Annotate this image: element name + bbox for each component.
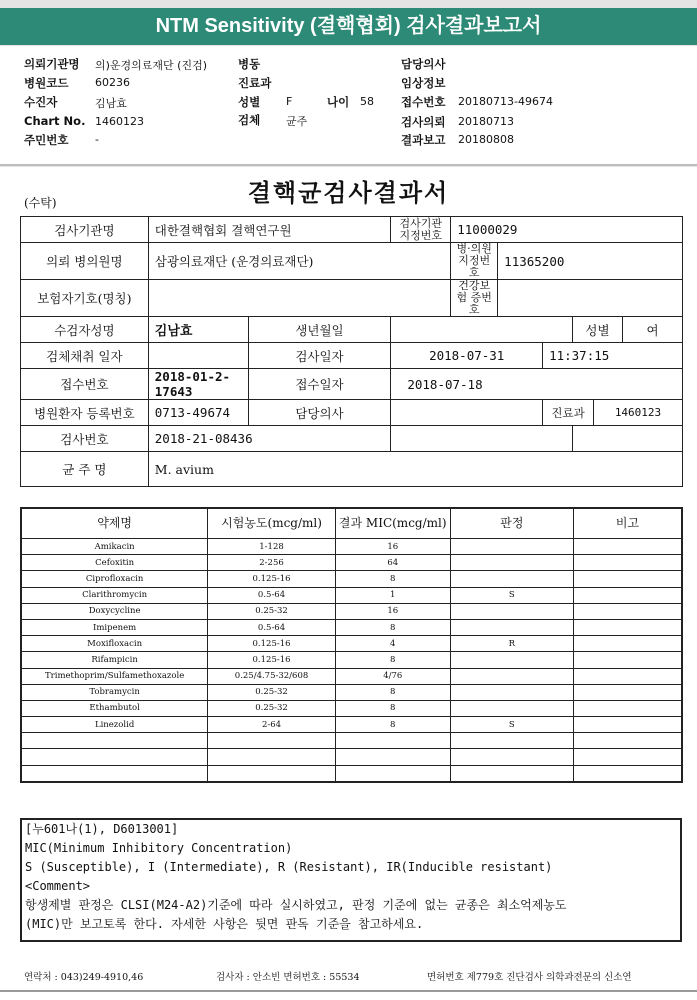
reg-label: 병원환자 등록번호 [21,400,149,426]
report-label: 결과보고 [401,133,446,147]
interp-cell [450,603,573,619]
req-hosp-label: 의뢰 병의원명 [21,243,149,280]
age-value: 58 [360,95,374,108]
test-no-label: 검사번호 [21,426,149,452]
empty-cell [335,765,450,782]
lab-value: 대한결핵협회 결핵연구원 [148,217,391,243]
test-no-empty [391,426,573,452]
interp-cell [450,555,573,571]
empty-row [21,765,682,782]
note-cell [574,636,682,652]
mic-definition: MIC(Minimum Inhibitory Concentration) [25,841,293,855]
note-header: 비고 [574,508,682,539]
sex-label: 성별 [238,95,261,109]
range-cell: 0.125-16 [208,636,336,652]
lab-id-label: 검사기관 지정번호 [391,217,451,243]
test-no-empty-2 [573,426,683,452]
note-cell [574,571,682,587]
report-value: 20180808 [458,133,514,146]
empty-cell [21,765,208,782]
clinical-label: 임상정보 [401,76,446,90]
range-cell: 0.25-32 [208,684,336,700]
code-line: [누601나(1), D6013001] [25,822,179,836]
range-cell: 1-128 [208,539,336,555]
reg-value: 0713-49674 [148,400,248,426]
range-header: 시험농도(mcg/ml) [208,508,336,539]
drug-cell: Tobramycin [21,684,208,700]
institution-label: 의뢰기관명 [24,57,80,71]
mic-cell: 64 [335,555,450,571]
req-id-value: 11365200 [498,243,683,280]
range-cell: 0.125-16 [208,652,336,668]
mic-cell: 8 [335,700,450,716]
sex-value: F [286,95,293,108]
req-hosp-value: 삼광의료재단 (운경의료재단) [148,243,450,280]
range-cell: 0.25-32 [208,603,336,619]
empty-cell [208,765,336,782]
empty-cell [574,733,682,749]
receipt-date-label: 접수일자 [248,369,391,400]
dept-doc-value: 1460123 [594,400,683,426]
comment-heading: <Comment> [25,879,91,893]
empty-cell [21,749,208,765]
table-row [21,652,682,668]
table-row [21,684,682,700]
mic-cell: 16 [335,539,450,555]
interp-cell [450,619,573,635]
hospcode-value: 60236 [95,76,130,89]
test-date-value: 2018-07-31 [391,343,543,369]
request-info-panel [0,46,697,166]
table-row [21,539,682,555]
table-row [21,717,682,733]
sensitivity-body [21,539,682,782]
table-row [21,636,682,652]
receipt-no-value: 2018-01-2-17643 [148,369,248,400]
drug-cell: Ciprofloxacin [21,571,208,587]
interp-cell [450,684,573,700]
table-row [21,619,682,635]
collect-label: 검체채취 일자 [21,343,149,369]
mic-cell: 8 [335,652,450,668]
doctor-doc-label: 담당의사 [248,400,391,426]
interp-cell: S [450,717,573,733]
insurance-value [498,280,683,317]
chart-label: Chart No. [24,114,86,128]
empty-cell [208,749,336,765]
empty-cell [450,733,573,749]
ssn-value: - [95,133,99,146]
document-title: 결핵균검사결과서 [247,178,450,207]
dept-doc-label: 진료과 [543,400,594,426]
lab-label: 검사기관명 [21,217,149,243]
request-label: 검사의뢰 [401,115,446,129]
mic-header: 결과 MIC(mcg/ml) [335,508,450,539]
chart-value: 1460123 [95,115,144,128]
interp-cell: S [450,587,573,603]
mic-cell: 8 [335,684,450,700]
sensitivity-table [20,507,683,783]
interp-cell [450,539,573,555]
note-cell [574,684,682,700]
range-cell: 0.5-64 [208,619,336,635]
doctor-doc-value [391,400,543,426]
collect-value [148,343,248,369]
report-title: NTM Sensitivity (결핵협회) 검사결과보고서 [0,8,697,45]
organism-value: M. avium [148,452,682,487]
note-cell [574,652,682,668]
range-cell: 0.25-32 [208,700,336,716]
empty-cell [450,765,573,782]
comment-box [20,818,682,942]
table-row [21,668,682,684]
lab-id-value: 11000029 [451,217,683,243]
drug-cell: Amikacin [21,539,208,555]
interp-header: 판정 [450,508,573,539]
receipt-label: 접수번호 [401,95,446,109]
result-document [0,167,697,1000]
hospcode-label: 병원코드 [24,76,69,90]
drug-cell: Clarithromycin [21,587,208,603]
note-cell [574,539,682,555]
drug-cell: Trimethoprim/Sulfamethoxazole [21,668,208,684]
drug-cell: Cefoxitin [21,555,208,571]
drug-header: 약제명 [21,508,208,539]
legend-line: S (Susceptible), I (Intermediate), R (Resistant), IR(Inducible resistant) [25,860,553,874]
range-cell: 0.5-64 [208,587,336,603]
doctor-label: 담당의사 [401,57,446,71]
range-cell: 0.125-16 [208,571,336,587]
request-value: 20180713 [458,115,514,128]
comment-text-2: (MIC)만 보고토록 한다. 자세한 사항은 뒷면 판독 기준을 참고하세요. [25,917,424,931]
note-cell [574,619,682,635]
sex-doc-value: 여 [622,317,682,343]
empty-cell [335,733,450,749]
drug-cell: Rifampicin [21,652,208,668]
license-info: 면허번호 제779호 진단검사 의학과전문의 신소연 [427,972,632,983]
note-cell [574,555,682,571]
note-cell [574,717,682,733]
empty-row [21,749,682,765]
drug-cell: Doxycycline [21,603,208,619]
mic-cell: 8 [335,619,450,635]
interp-cell [450,668,573,684]
test-date-label: 검사일자 [248,343,391,369]
drug-cell: Imipenem [21,619,208,635]
name-value: 김남효 [148,317,248,343]
range-cell: 0.25/4.75-32/608 [208,668,336,684]
specimen-value: 균주 [286,115,308,128]
empty-cell [574,765,682,782]
institution-value: 의)운경의료재단 (진검) [95,59,208,72]
ward-label: 병동 [238,57,261,71]
req-id-label: 병·의원 지정번호 [451,243,498,280]
mic-cell: 4 [335,636,450,652]
mic-cell: 8 [335,571,450,587]
drug-cell: Linezolid [21,717,208,733]
note-cell [574,587,682,603]
range-cell: 2-256 [208,555,336,571]
empty-cell [21,733,208,749]
comment-text-1: 항생제별 판정은 CLSI(M24-A2)기준에 따라 실시하였고, 판정 기준에 없는 균종은 최소억제농도 [25,898,567,912]
consignment-tag: (수탁) [24,196,57,210]
test-no-value: 2018-21-08436 [148,426,391,452]
table-row [21,603,682,619]
age-label: 나이 [327,95,350,109]
birth-value [391,317,573,343]
note-cell [574,668,682,684]
empty-cell [335,749,450,765]
mic-cell: 1 [335,587,450,603]
empty-cell [574,749,682,765]
test-time-value: 11:37:15 [543,343,683,369]
mic-cell: 16 [335,603,450,619]
table-row [21,587,682,603]
bottom-divider [0,990,697,992]
empty-row [21,733,682,749]
drug-cell: Moxifloxacin [21,636,208,652]
examiner-info: 검사자 : 안소빈 면허번호 : 55534 [216,972,360,983]
receipt-no-label: 접수번호 [21,369,149,400]
patient-value: 김남효 [95,97,127,110]
contact-info: 연락처 : 043)249-4910,46 [24,972,144,983]
table-row [21,555,682,571]
interp-cell [450,571,573,587]
table-row [21,700,682,716]
sex-doc-label: 성별 [573,317,623,343]
ssn-label: 주민번호 [24,133,69,147]
patient-label: 수진자 [24,95,58,109]
receipt-date-value: 2018-07-18 [391,369,683,400]
birth-label: 생년월일 [248,317,391,343]
insured-value [148,280,450,317]
range-cell: 2-64 [208,717,336,733]
mic-cell: 4/76 [335,668,450,684]
receipt-value: 20180713-49674 [458,95,553,108]
insured-label: 보험자기호(명칭) [21,280,149,317]
note-cell [574,603,682,619]
dept-label: 진료과 [238,76,272,90]
table-row [21,571,682,587]
empty-cell [208,733,336,749]
name-label: 수검자성명 [21,317,149,343]
mic-cell: 8 [335,717,450,733]
interp-cell [450,652,573,668]
specimen-label: 검체 [238,113,261,127]
organism-label: 균 주 명 [21,452,149,487]
note-cell [574,700,682,716]
interp-cell [450,700,573,716]
interp-cell: R [450,636,573,652]
insurance-label: 건강보험 증번호 [451,280,498,317]
drug-cell: Ethambutol [21,700,208,716]
empty-cell [450,749,573,765]
patient-info-table [20,216,683,487]
